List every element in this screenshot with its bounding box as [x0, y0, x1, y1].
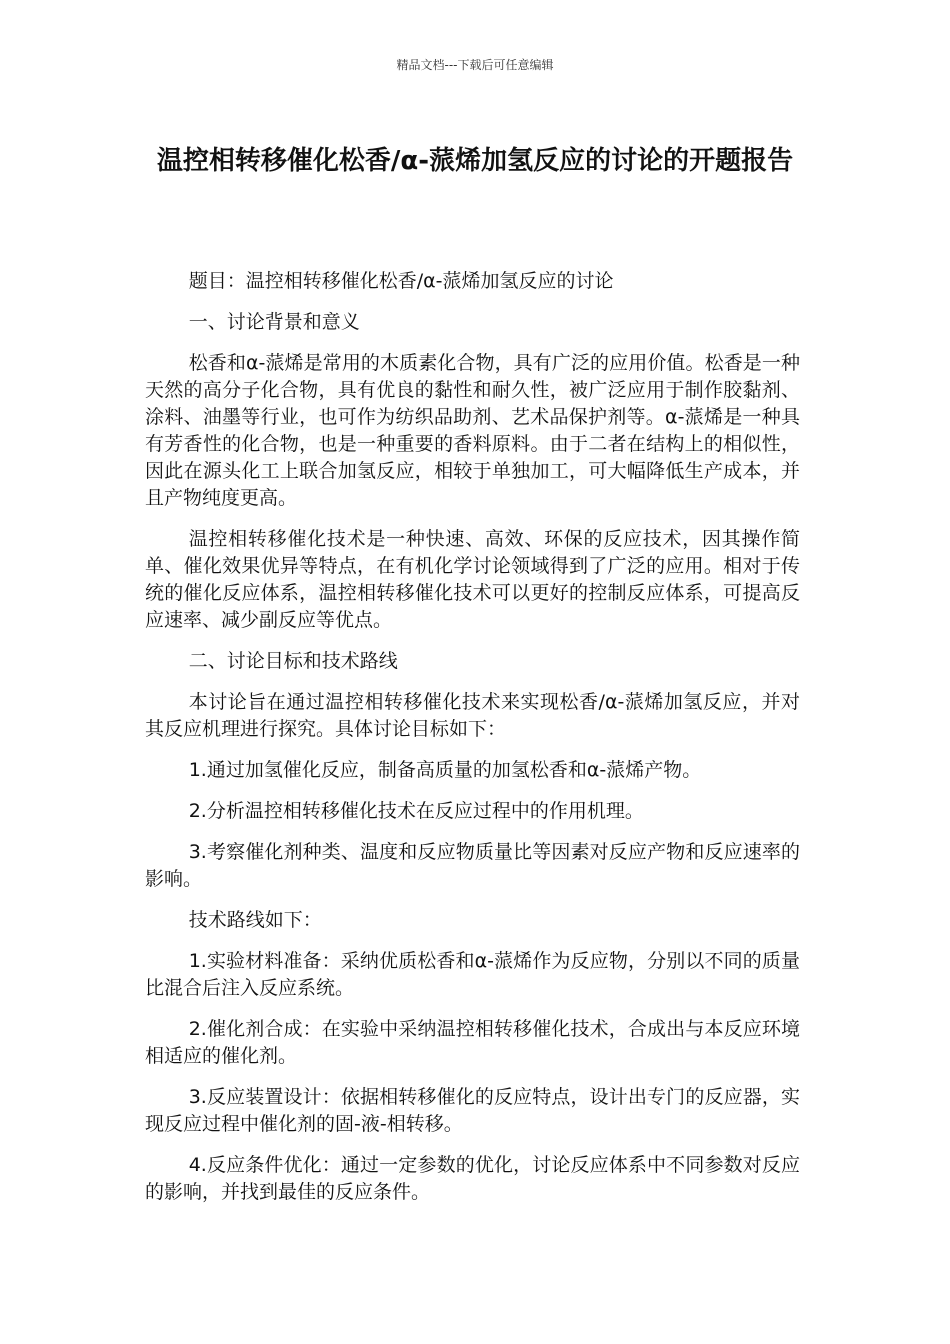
section-heading-background: 一、讨论背景和意义 — [188, 311, 360, 333]
paragraph-background-1: 松香和α-蒎烯是常用的木质素化合物，具有广泛的应用价值。松香是一种天然的高分子化合物，具有优良的黏性和耐久性，被广泛应用于制作胶黏剂、涂料、油墨等行业，也可作为纺织品助剂、艺术品保护剂等。α-蒎烯是一种具有芳香性的化合物，也是一种重要的香料原料。由于二者在结构上的相似性，因此在源头化工上联合加氢反应，相较于单独加工，可大幅降低生产成本，并且产物纯度更高。 — [145, 352, 800, 509]
objective-item-2: 2.分析温控相转移催化技术在反应过程中的作用机理。 — [188, 800, 644, 822]
route-item-4: 4.反应条件优化：通过一定参数的优化，讨论反应体系中不同参数对反应的影响，并找到最佳的反应条件。 — [145, 1154, 800, 1203]
document-body — [145, 268, 800, 1220]
objective-item-1: 1.通过加氢催化反应，制备高质量的加氢松香和α-蒎烯产物。 — [188, 759, 702, 781]
topic-line: 题目：温控相转移催化松香/α-蒎烯加氢反应的讨论 — [188, 270, 614, 292]
route-item-3: 3.反应装置设计：依据相转移催化的反应特点，设计出专门的反应器，实现反应过程中催化剂的固-液-相转移。 — [145, 1086, 800, 1135]
route-item-2: 2.催化剂合成：在实验中采纳温控相转移催化技术，合成出与本反应环境相适应的催化剂。 — [145, 1018, 800, 1067]
document-title: 温控相转移催化松香/α-蒎烯加氢反应的讨论的开题报告 — [156, 146, 794, 176]
paragraph-background-2: 温控相转移催化技术是一种快速、高效、环保的反应技术，因其操作简单、催化效果优异等特点，在有机化学讨论领域得到了广泛的应用。相对于传统的催化反应体系，温控相转移催化技术可以更好的控制反应体系，可提高反应速率、减少副反应等优点。 — [145, 528, 800, 631]
section-heading-objectives: 二、讨论目标和技术路线 — [188, 650, 398, 672]
objective-item-3: 3.考察催化剂种类、温度和反应物质量比等因素对反应产物和反应速率的影响。 — [145, 841, 800, 890]
route-item-1: 1.实验材料准备：采纳优质松香和α-蒎烯作为反应物，分别以不同的质量比混合后注入反应系统。 — [145, 950, 800, 999]
paragraph-objectives-intro: 本讨论旨在通过温控相转移催化技术来实现松香/α-蒎烯加氢反应，并对其反应机理进行探究。具体讨论目标如下： — [145, 691, 800, 740]
technical-route-intro: 技术路线如下： — [188, 909, 322, 931]
page-header: 精品文档---下载后可任意编辑 — [396, 58, 554, 72]
